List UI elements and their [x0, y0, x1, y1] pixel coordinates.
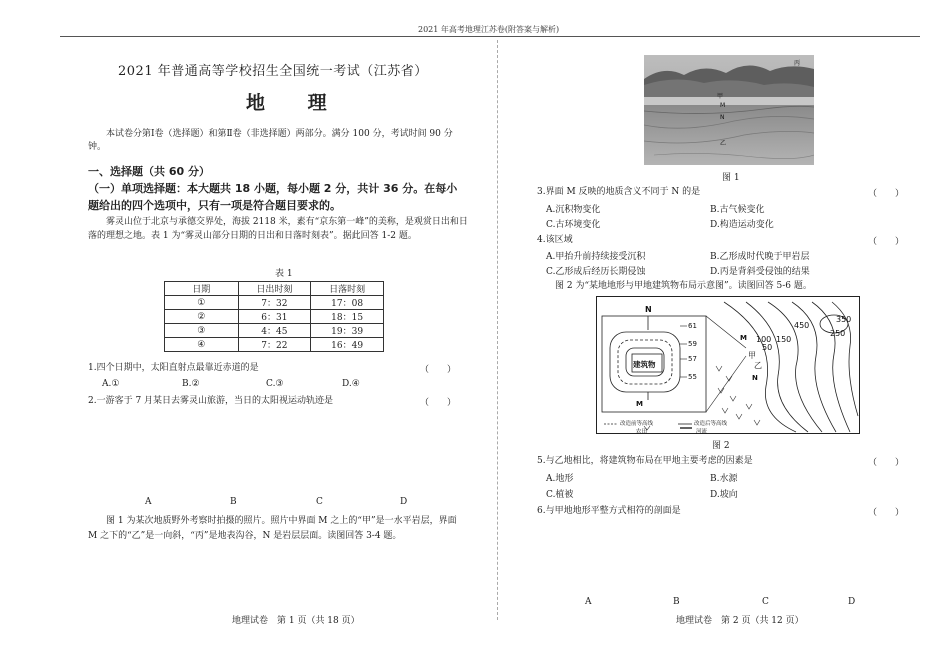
table-header: 日落时刻	[311, 282, 384, 296]
q5-option-b[interactable]: B.水源	[710, 474, 738, 484]
q3-option-b[interactable]: B.古气候变化	[710, 205, 765, 215]
point-n: N	[752, 374, 758, 382]
q3-option-a[interactable]: A.沉积物变化	[546, 205, 601, 215]
photo-label-yi: 乙	[720, 140, 727, 147]
contour-59: 59	[688, 340, 697, 348]
point-m: M	[740, 334, 747, 342]
q5-option-a[interactable]: A.地形	[546, 474, 574, 484]
q5-option-d[interactable]: D.坡向	[710, 490, 738, 500]
q2-option-d[interactable]: D	[400, 497, 408, 507]
header-rule	[60, 36, 920, 37]
contour-61: 61	[688, 322, 697, 330]
table-cell: ③	[165, 324, 239, 338]
legend-farmland: 农田	[636, 429, 648, 434]
contour-450: 450	[794, 321, 810, 330]
section-subheading: （一）单项选择题：本大题共 18 小题，每小题 2 分，共计 36 分。在每小题给出的四个选项中，只有一项是符合题目要求的。	[88, 182, 458, 212]
table-row	[165, 324, 384, 338]
point-yi: 乙	[754, 361, 762, 370]
q1-option-d[interactable]: D.④	[342, 379, 360, 389]
contour-150: 150	[776, 335, 792, 344]
passage-terrain: 图 2 为“某地地形与甲地建筑物布局示意图”。读图回答 5-6 题。	[555, 281, 812, 291]
question-2-stem: 2.一游客于 7 月某日去雾灵山旅游，当日的太阳视运动轨迹是	[88, 396, 334, 406]
contour-350: 350	[836, 315, 852, 324]
subject-title: 地 理	[246, 92, 345, 114]
table-cell: 19：39	[311, 324, 384, 338]
answer-blank[interactable]: （ ）	[420, 398, 457, 408]
point-jia: 甲	[748, 351, 756, 360]
table-cell: 6：31	[238, 310, 311, 324]
table-cell: 7：32	[238, 296, 311, 310]
exam-title: 2021 年普通高等学校招生全国统一考试（江苏省）	[118, 64, 428, 79]
contour-57: 57	[688, 355, 697, 363]
table-cell: 18：15	[311, 310, 384, 324]
table-cell: ④	[165, 338, 239, 352]
q3-option-d[interactable]: D.构造运动变化	[710, 220, 774, 230]
legend-before-contour: 改造前等高线	[620, 421, 654, 427]
exam-intro: 本试卷分第Ⅰ卷（选择题）和第Ⅱ卷（非选择题）两部分。满分 100 分，考试时间 90 分钟。	[88, 129, 453, 152]
contour-55: 55	[688, 373, 697, 381]
q2-option-b[interactable]: B	[230, 497, 237, 507]
question-6-stem: 6.与甲地地形平整方式相符的剖面是	[537, 506, 681, 516]
table-row	[165, 338, 384, 352]
question-1-stem: 1.四个日期中，太阳直射点最靠近赤道的是	[88, 363, 259, 373]
legend-river: 河流	[696, 429, 708, 434]
figure-2-caption: 图 2	[712, 441, 730, 451]
table-cell: 7：22	[238, 338, 311, 352]
q2-option-c[interactable]: C	[316, 497, 323, 507]
passage-wulingshan: 雾灵山位于北京与承德交界处，海拔 2118 米，素有“京东第一峰”的美称，是观赏日出和日落的理想之地。表 1 为“雾灵山部分日期的日出和日落时刻表”。据此回答 1-2 题。	[88, 217, 468, 241]
geology-photo	[644, 55, 814, 165]
photo-label-bing: 丙	[794, 60, 801, 67]
contour-100: 100	[756, 335, 772, 344]
section-line-m-bottom: M	[636, 400, 643, 408]
sunrise-table	[164, 281, 384, 352]
q1-option-a[interactable]: A.①	[102, 379, 120, 389]
q4-option-d[interactable]: D.丙是背斜受侵蚀的结果	[710, 267, 810, 277]
table-cell: ②	[165, 310, 239, 324]
passage-geology: 图 1 为某次地质野外考察时拍摄的照片。照片中界面 M 之上的“甲”是一水平岩层，界面 M 之下的“乙”是一向斜，“丙”是地表沟谷，N 是岩层层面。读图回答 3-4 题。	[88, 516, 457, 541]
table-cell: ①	[165, 296, 239, 310]
north-arrow-label: N	[645, 305, 652, 314]
running-header: 2021 年高考地理江苏卷(附答案与解析)	[418, 25, 560, 34]
q6-option-c[interactable]: C	[762, 597, 769, 607]
photo-label-m: M	[720, 102, 726, 109]
q2-option-a[interactable]: A	[145, 497, 152, 507]
section-heading: 一、选择题（共 60 分）	[88, 165, 210, 178]
column-divider	[497, 40, 499, 620]
answer-blank[interactable]: （ ）	[868, 189, 905, 199]
contour-250: 250	[830, 329, 846, 338]
q6-option-d[interactable]: D	[848, 597, 856, 607]
q6-option-b[interactable]: B	[673, 597, 680, 607]
question-4-stem: 4.该区域	[537, 235, 573, 245]
table-header-row	[165, 282, 384, 296]
q4-option-b[interactable]: B.乙形成时代晚于甲岩层	[710, 252, 810, 262]
q6-option-a[interactable]: A	[585, 597, 592, 607]
q4-option-a[interactable]: A.甲抬升前持续接受沉积	[546, 252, 646, 262]
question-5-stem: 5.与乙地相比，将建筑物布局在甲地主要考虑的因素是	[537, 456, 753, 466]
q4-option-c[interactable]: C.乙形成后经历长期侵蚀	[546, 267, 646, 277]
table-header: 日期	[165, 282, 239, 296]
legend-after-contour: 改造后等高线	[694, 421, 728, 427]
q5-option-c[interactable]: C.植被	[546, 490, 574, 500]
table-row	[165, 296, 384, 310]
table-row	[165, 310, 384, 324]
table-cell: 4：45	[238, 324, 311, 338]
building-label: 建筑物	[633, 360, 656, 369]
terrain-map	[596, 296, 860, 434]
footer-right: 地理试卷 第 2 页（共 12 页）	[676, 616, 804, 626]
question-3-stem: 3.界面 M 反映的地质含义不同于 N 的是	[537, 187, 701, 197]
answer-blank[interactable]: （ ）	[868, 508, 905, 518]
answer-blank[interactable]: （ ）	[868, 458, 905, 468]
photo-label-n: N	[720, 114, 725, 121]
q1-option-b[interactable]: B.②	[182, 379, 200, 389]
figure-1-caption: 图 1	[722, 173, 740, 183]
answer-blank[interactable]: （ ）	[420, 365, 457, 375]
q1-option-c[interactable]: C.③	[266, 379, 284, 389]
q3-option-c[interactable]: C.古环境变化	[546, 220, 601, 230]
photo-label-jia: 甲	[717, 93, 724, 100]
table-caption: 表 1	[275, 269, 293, 279]
table-cell: 16：49	[311, 338, 384, 352]
table-header: 日出时刻	[238, 282, 311, 296]
contour-50: 50	[762, 343, 773, 352]
answer-blank[interactable]: （ ）	[868, 237, 905, 247]
table-cell: 17：08	[311, 296, 384, 310]
footer-left: 地理试卷 第 1 页（共 18 页）	[232, 616, 360, 626]
